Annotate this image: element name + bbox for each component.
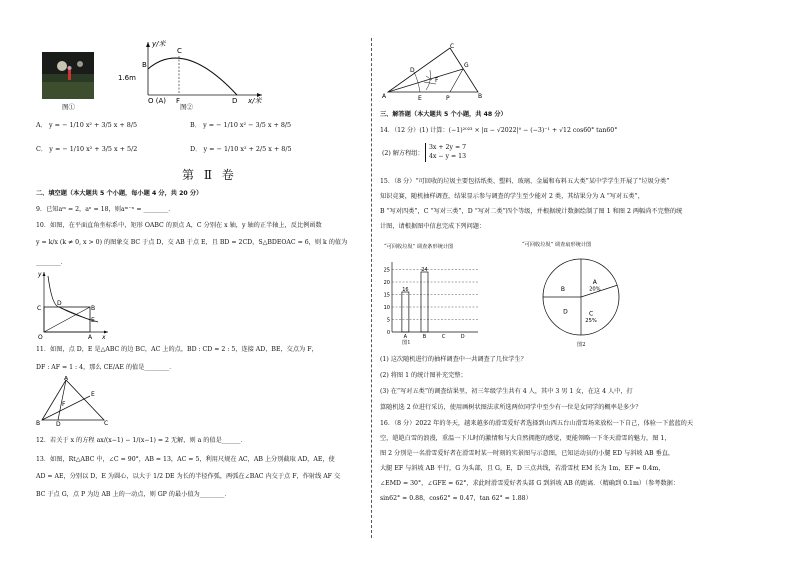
- q15-sub2: (2) 将图 1 的统计图补充完整；: [380, 372, 467, 379]
- height-label: 1.6m: [118, 74, 136, 82]
- q15-sub3-line1: (3) 在“写对五类”的调查结果里，初三年级学生共有 4 人，其中 3 男 1 女，在这 4 人中，打: [380, 388, 633, 395]
- bar-chart-caption: 图1: [402, 340, 411, 346]
- bar-y-tick: 15: [383, 292, 390, 299]
- q13-f-label: F: [435, 77, 439, 84]
- q13-line1: 13．如图，Rt△ABC 中，∠C = 90°，AB = 13，AC = 5，利用尺规在 AC，AB 上分别截取 AD，AE，使: [36, 456, 335, 463]
- q14-part1: 14．（12 分）(1) 计算：(−1)²⁰²³ × |π − √2022|⁰ − (−3)⁻¹ + √12 cos60° tan60°: [380, 127, 618, 134]
- q10-blank: ________．: [36, 259, 67, 266]
- section2-title: 二、填空题（本大题共 5 个小题，每小题 4 分，共 20 分）: [36, 190, 203, 197]
- q15-line2: 知识竞赛，随机抽样调查，结果显示参与调查的学生至少能对 2 类，其结果分为 A “写对五类”，: [380, 193, 644, 200]
- q15-sub1: (1) 这次随机进行的抽样调查中一共调查了几位学生？: [380, 356, 527, 363]
- origin-label: O (A): [148, 97, 166, 104]
- q13-b-label: B: [478, 93, 483, 100]
- bar-category-label: A: [403, 334, 408, 340]
- q11-f-label: F: [62, 401, 66, 408]
- q13-e-label: E: [418, 95, 422, 102]
- option-d: D． y = − 1/10 x² + 2/5 x + 8/5: [190, 145, 292, 153]
- pie-chart: [536, 252, 626, 342]
- pie-label-d: D: [563, 308, 568, 316]
- q12-text: 12．若关于 x 的方程 ax/(x−1) − 1/(x−1) = 2 无解，则 a 的值是______．: [36, 437, 247, 444]
- q9-text: 9．已知aᵐ = 2，aⁿ = 18，则aᵐ⁻ⁿ = ________．: [36, 206, 175, 213]
- q13-a-label: A: [382, 93, 387, 100]
- q16-line6: sin62° ≈ 0.88，cos62° ≈ 0.47，tan 62° ≈ 1.88）: [380, 495, 532, 502]
- q13-c-label: C: [450, 43, 455, 50]
- q16-line1: 16．（8 分）2022 年的冬天，越来越多的滑雪爱好者选择到山西五台山滑雪场来放松一下自己，体验一下蓝蓝的天: [380, 420, 694, 427]
- q11-figure: [36, 376, 111, 426]
- q16-line3: 图 2 分别是一名滑雪爱好者在滑雪时某一时刻的实景图与示意图，已知运动员的小腿 ED 与斜坡 AB 垂直，: [380, 450, 675, 457]
- q10-c-label: C: [37, 305, 42, 312]
- q14-eq1: 3x + 2y = 7: [429, 144, 467, 151]
- q13-line2: AD = AE，分别以 D，E 为圆心，以大于 1/2 DE 为长的半径作弧，两弧在∠BAC 内交于点 F，作射线 AF 交: [36, 473, 341, 480]
- bar-category-label: B: [422, 334, 427, 340]
- q15-line3: B “写对四类”，C “写对三类”，D “写对二类”四个等级，并根据统计数据绘制了图 1 和图 2 两幅尚不完整的统: [380, 208, 683, 215]
- q10-a-label: A: [88, 334, 93, 341]
- q14-part2-label: (2) 解方程组：: [382, 150, 424, 157]
- parabola-figure: [112, 38, 272, 104]
- bar-chart: [378, 256, 488, 340]
- q13-g-label: G: [464, 62, 469, 69]
- bar-y-tick: 10: [383, 304, 390, 311]
- q15-line1: 15．（8 分）“可回收的垃圾主要包括纸类、塑料、玻璃、金属和布料五大类”某中学学生开展了“垃圾分类”: [380, 178, 670, 185]
- bar-chart-title: “可回收垃圾” 调查条形统计图: [384, 244, 454, 250]
- q13-p-label: P: [446, 95, 450, 102]
- fig2-caption: 图②: [180, 103, 193, 111]
- q11-b-label: B: [36, 420, 41, 426]
- q16-line2: 空，皑皑白雪的浪漫，重温一下儿时的激情和与大自然拥抱的感觉，更能领略一下冬天滑雪的魅力，图 1，: [380, 435, 671, 442]
- pie-chart-title: “可回收垃圾” 调查扇形统计图: [522, 242, 592, 248]
- bar-b: [421, 272, 428, 332]
- fig1-caption: 图①: [62, 103, 75, 111]
- q11-a-label: A: [64, 376, 69, 382]
- bar-y-tick: 20: [383, 279, 390, 286]
- column-divider: [371, 38, 372, 538]
- pie-label-b: B: [560, 286, 565, 294]
- q11-line1: 11．如图，点 D，E 是△ABC 的边 BC，AC 上的点，BD : CD = 2 : 5，连接 AD，BE，交点为 F，: [36, 346, 318, 353]
- q13-figure: [380, 42, 490, 104]
- q10-d-label: D: [57, 300, 62, 307]
- q10-x-label: x: [102, 334, 106, 341]
- point-c-label: C: [177, 47, 182, 55]
- q14-eq2: 4x − y = 13: [429, 153, 467, 161]
- point-f-label: F: [176, 97, 181, 104]
- q11-e-label: E: [91, 391, 95, 398]
- q11-line2: DF : AF = 1 : 4，那么 CE/AE 的值是________．: [36, 364, 176, 371]
- q16-line4: 大腿 EF 与斜坡 AB 平行，G 为头部，且 G，E，D 三点共线，若滑雪杖 EM 长为 1m，EF = 0.4m，: [380, 465, 665, 472]
- bar-category-label: C: [441, 334, 446, 340]
- pie-chart-caption: 图2: [577, 342, 586, 348]
- q10-line2: y = k/x (k ≠ 0, x > 0) 的图象交 BC 于点 D，交 AB 于点 E，且 BD = 2CD，S△BDEOAC = 6，则 k 的值为: [36, 239, 348, 246]
- point-d-label: D: [232, 97, 238, 104]
- bar-y-tick: 25: [383, 267, 390, 274]
- x-axis-label: x/米: [248, 97, 262, 104]
- ski-photo-image: [42, 52, 94, 99]
- q13-line3: BC 于点 G，点 P 为边 AB 上的一动点，则 GP 的最小值为________．: [36, 491, 231, 498]
- q10-e-label: E: [91, 317, 95, 324]
- bar-y-tick: 5: [386, 317, 390, 324]
- y-axis-label: y/米: [152, 40, 166, 48]
- q10-b-label: B: [91, 305, 96, 312]
- pie-percent-c: 25%: [585, 317, 597, 324]
- bar-data-label: 24: [421, 267, 428, 273]
- pie-percent-a: 20%: [589, 286, 601, 293]
- option-a: A． y = − 1/10 x² + 3/5 x + 8/5: [36, 121, 138, 129]
- q14-system: [425, 143, 466, 162]
- q10-y-label: y: [38, 271, 42, 278]
- section3-title: 三、解答题（本大题共 5 个小题，共 48 分）: [380, 111, 507, 118]
- fig1-photo: [42, 52, 94, 99]
- pie-label-c: C: [588, 310, 594, 318]
- q15-sub3-line2: 算随机选 2 位进行采访，使用画树状图法求所选两位同学中至少有一位是女同学的概率是多少？: [380, 404, 642, 411]
- q10-line1: 10．如图，在平面直角坐标系中，矩形 OABC 的顶点 A，C 分别在 x 轴，y 轴的正半轴上，反比例函数: [36, 222, 322, 229]
- q10-o-label: O: [38, 334, 43, 341]
- q16-line5: ∠EMD = 30°，∠GFE = 62°，求此时滑雪爱好者头部 G 到斜坡 AB 的距离．（精确到 0.1m）（参考数据：: [380, 480, 680, 487]
- q15-line4: 计图，请根据图中信息完成下列问题：: [380, 223, 486, 230]
- bar-category-label: D: [460, 334, 465, 340]
- volume-title: 第 Ⅱ 卷: [182, 168, 237, 182]
- bar-data-label: 16: [402, 287, 409, 293]
- point-b-label: B: [142, 61, 147, 69]
- pie-label-a: A: [592, 278, 597, 286]
- q13-d-label: D: [410, 67, 415, 74]
- bar-y-tick: 0: [386, 329, 390, 336]
- option-b: B． y = − 1/10 x² − 3/5 x + 8/5: [190, 121, 292, 129]
- q10-figure: [36, 270, 111, 342]
- q11-d-label: D: [56, 421, 61, 426]
- option-c: C． y = − 1/10 x² + 3/5 x + 5/2: [36, 145, 138, 153]
- q11-c-label: C: [104, 420, 109, 426]
- bar-a: [402, 292, 409, 332]
